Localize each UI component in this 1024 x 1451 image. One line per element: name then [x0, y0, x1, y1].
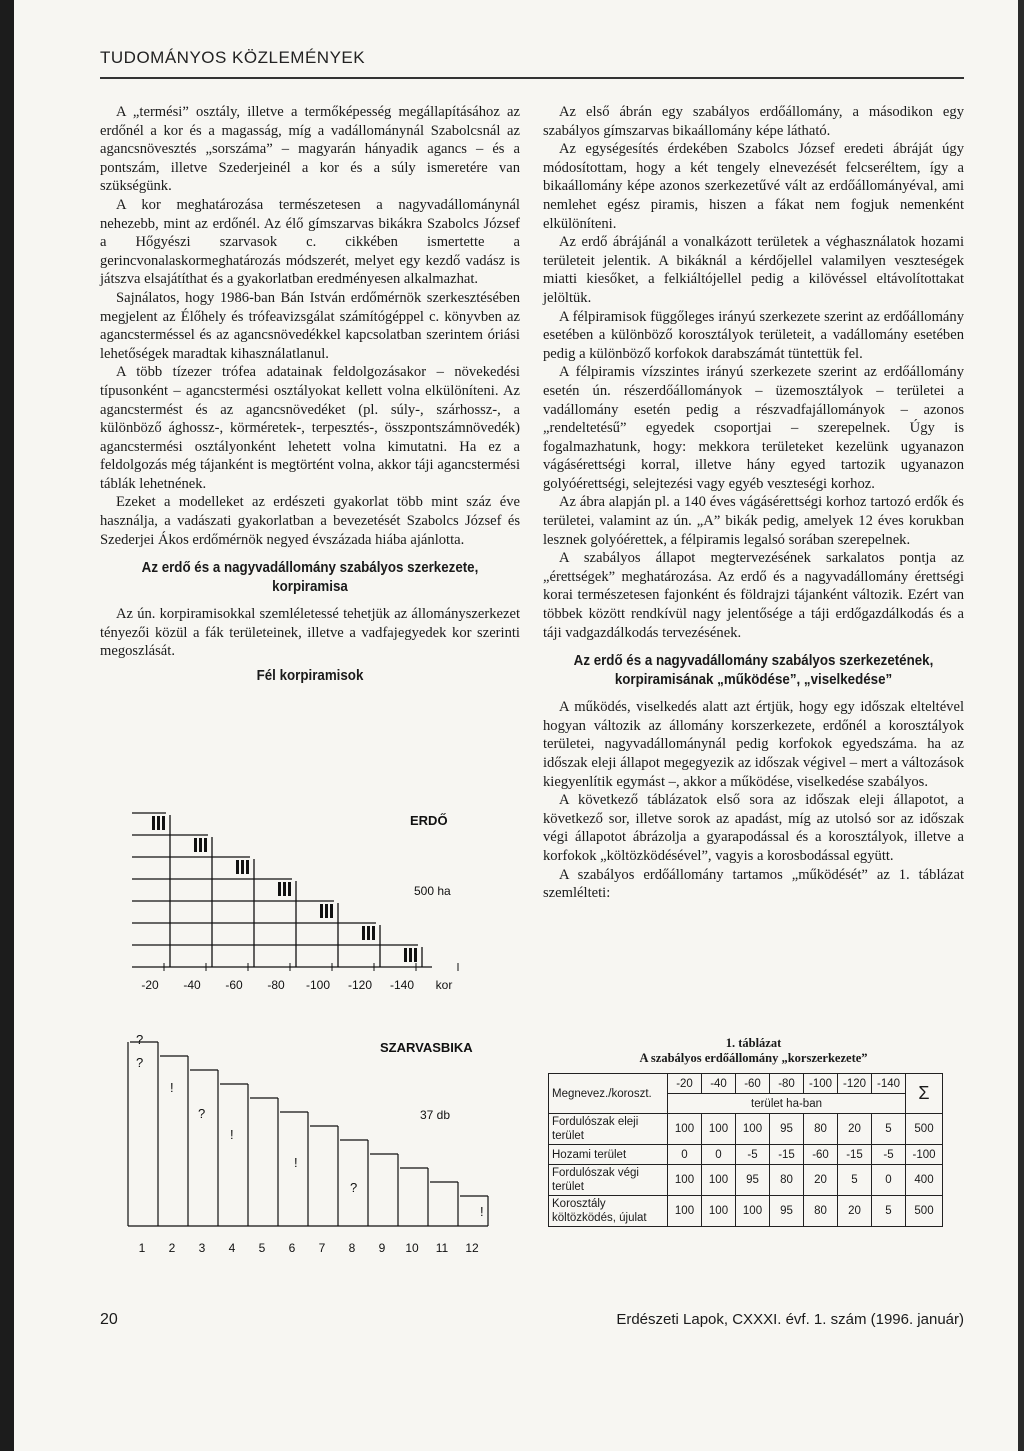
- table-cell: 100: [668, 1196, 702, 1227]
- subheading: Az erdő és a nagyvadállomány szabályos szerkezetének, korpiramisának „működése”, „viselkedése”: [573, 653, 934, 689]
- table-cell: 20: [804, 1165, 838, 1196]
- paragraph: A félpiramis vízszintes irányú szerkezete szerint az erdőállomány esetén ún. részerdőállományok – üzemosztályok – területei a vadállomány esetén pedig a részvadfajállományok – azonos „rendeltetésű” egyedek csoportjai – szerepelnek. Úgy is fogalmazhatunk, hogy: mekkora területeket kezelünk ugyanazon vágásérettségi korral, illetve hány egyed tartozik ugyanazon golyóérettségi, selejtezési vagy egyéb veszteségi korhoz.: [543, 364, 964, 492]
- header-rule: [100, 77, 964, 79]
- right-column: [543, 103, 964, 903]
- table-cell: 100: [702, 1196, 736, 1227]
- table-cell: 400: [906, 1165, 943, 1196]
- table-cell: 20: [838, 1114, 872, 1145]
- table-cell: 100: [736, 1114, 770, 1145]
- table-cell: 0: [668, 1145, 702, 1165]
- erdo-hatch: [283, 882, 286, 896]
- erdo-hatch: [372, 926, 375, 940]
- table-row: [549, 1165, 943, 1196]
- table-cell: 20: [838, 1196, 872, 1227]
- erdo-tick-label: -20: [141, 978, 159, 992]
- right-edge: [1018, 0, 1024, 1451]
- erdo-hatch: [204, 838, 207, 852]
- paragraph: A működés, viselkedés alatt azt értjük, hogy egy időszak elteltével hogyan változik az állomány korszerkezete, erdőnél a korosztályok területei, nagyvadállománynál pedig korfokok egyedszáma. ha az időszak eleji állapot megegyezik az időszak végivel – mert a változások kiegyenlítik egymást –, akkor a működése, viselkedése szabályos.: [543, 699, 964, 790]
- table-row-label: Fordulószak eleji terület: [549, 1114, 668, 1145]
- paragraph: Sajnálatos, hogy 1986-ban Bán István erdőmérnök szerkesztésében megjelent az Élőhely és trófeavizsgálat számítógéppel c. könyvben az agancsterméssel és az agancsnövedékkel kapcsolatban szerintem óriási lehetőségek maradtak kihasználatlanul.: [100, 289, 520, 362]
- table-cell: 80: [770, 1165, 804, 1196]
- erdo-hatch: [241, 860, 244, 874]
- table-col-header: -80: [770, 1074, 804, 1094]
- table-row-label: Hozami terület: [549, 1145, 668, 1165]
- table-cell: 95: [770, 1114, 804, 1145]
- erdo-hatch: [288, 882, 291, 896]
- paragraph: Az ún. korpiramisokkal szemléletessé tehetjük az állományszerkezet tényezői közül a fák területeinek, illetve a vadfajegyedek kor szerinti megoszlását.: [100, 606, 520, 660]
- paragraph: Az erdő ábrájánál a vonalkázott területek a véghasználatok hozami területeit jelentik. A bikáknál a kérdőjellel valamilyen veszteségek miatti kiesőket, a felkiáltójellel pedig a kilövéssel eltávolítottakat jelöltük.: [543, 234, 964, 306]
- table-col-header: -40: [702, 1074, 736, 1094]
- erdo-hatch: [325, 904, 328, 918]
- erdo-hatch: [157, 816, 160, 830]
- erdo-hatch: [246, 860, 249, 874]
- journal-citation: Erdészeti Lapok, CXXXI. évf. 1. szám (1996. január): [616, 1311, 964, 1328]
- erdo-hatch: [320, 904, 323, 918]
- erdo-hatch: [194, 838, 197, 852]
- table-title: A szabályos erdőállomány „korszerkezete”: [639, 1051, 868, 1065]
- erdo-hatch: [367, 926, 370, 940]
- figure-title: Fél korpiramisok: [256, 668, 364, 685]
- table-caption: [543, 1036, 964, 1066]
- table-unit: terület ha-ban: [668, 1094, 906, 1114]
- szarvas-tick-label: 9: [378, 1241, 386, 1255]
- page-number: 20: [100, 1311, 118, 1328]
- szarvas-tick-label: 6: [288, 1241, 296, 1255]
- erdo-tick-label: kor: [435, 978, 453, 992]
- erdo-hatch: [278, 882, 281, 896]
- szarvas-mark: ?: [136, 1032, 144, 1047]
- paragraph: A több tízezer trófea adatainak feldolgozásakor – növekedési típusonként – agancstermési osztályokat kellett volna elkülöníteni. Az agancstermést és az agancsnövedéket (pl. súly-, szárhossz-, a különböző ághossz-, körméretek-, terpesztés-, összpontszámnövedék) agancstermési osztályonként lehetett volna kimutatni. Ha ez a feldolgozás még tájanként is megtörtént volna, akkor táji agancstermési táblák lehetnének.: [100, 364, 520, 492]
- paragraph: A szabályos erdőállomány tartamos „működését” az 1. táblázat szemlélteti:: [543, 866, 964, 902]
- table-cell: 0: [702, 1145, 736, 1165]
- erdo-scale: 500 ha: [414, 884, 451, 898]
- erdo-tick-label: -60: [225, 978, 243, 992]
- paragraph: Az egységesítés érdekében Szabolcs József eredeti ábráját úgy módosítottam, hogy a két tengely elnevezését felcseréltem, így a bikaállomány képe azonos szerkezetűvé vált az erdőállományéval, ami nemlehet egész piramis, hiszen a fákat nem fogjuk nemenként elkülöníteni.: [543, 141, 964, 232]
- table-number: 1. táblázat: [725, 1036, 782, 1050]
- table-cell: -15: [770, 1145, 804, 1165]
- table-cell: 500: [906, 1196, 943, 1227]
- szarvas-mark: !: [480, 1204, 484, 1219]
- szarvas-scale: 37 db: [420, 1108, 451, 1122]
- szarvas-tick-label: 1: [138, 1241, 146, 1255]
- section-header: TUDOMÁNYOS KÖZLEMÉNYEK: [100, 48, 366, 67]
- table-cell: 95: [770, 1196, 804, 1227]
- szarvas-mark: !: [230, 1127, 234, 1142]
- table-cell: 95: [736, 1165, 770, 1196]
- table-cell: 5: [872, 1114, 906, 1145]
- szarvas-mark: !: [294, 1155, 298, 1170]
- szarvas-tick-label: 3: [198, 1241, 206, 1255]
- left-column: [100, 103, 520, 694]
- erdo-label: ERDŐ: [410, 813, 448, 828]
- erdo-hatch: [162, 816, 165, 830]
- erdo-hatch: [414, 948, 417, 962]
- table-cell: 100: [736, 1196, 770, 1227]
- erdo-tick-label: -120: [347, 978, 373, 992]
- erdo-hatch: [330, 904, 333, 918]
- erdo-hatch: [152, 816, 155, 830]
- erdo-tick-label: -40: [183, 978, 201, 992]
- table-row: [549, 1145, 943, 1165]
- paragraph: A félpiramisok függőleges irányú szerkezete szerint az erdőállomány esetében a különböző korosztályok területeit, a vadállomány esetében pedig a különböző korfokok darabszámát tüntettük fel.: [543, 308, 964, 362]
- table-cell: 5: [872, 1196, 906, 1227]
- erdo-hatch: [409, 948, 412, 962]
- table-cell: 100: [702, 1114, 736, 1145]
- paragraph: A „termési” osztály, illetve a termőképesség megállapításához az erdőnél a kor és a magasság, míg a vadállománynál Szabolcsnál az agancsnövesztés „sorszáma” – magyarán hányadik agancs – és a pontszám, illetve Szederjeinél a kor és a súly ismeretére van szükségünk.: [100, 104, 520, 195]
- table-cell: 100: [668, 1114, 702, 1145]
- szarvas-tick-label: 2: [168, 1241, 176, 1255]
- table-col-header: -140: [872, 1074, 906, 1094]
- erdo-hatch: [362, 926, 365, 940]
- szarvas-tick-label: 4: [228, 1241, 236, 1255]
- szarvas-tick-label: 8: [348, 1241, 356, 1255]
- table-cell: -60: [804, 1145, 838, 1165]
- paragraph: Ezeket a modelleket az erdészeti gyakorlat több mint száz éve használja, a vadászati gyakorlatban a bevezetését Szabolcs József és Szederjei Ákos erdőmérnök negyed évszázada hiába ajánlotta.: [100, 494, 520, 548]
- subheading: Az erdő és a nagyvadállomány szabályos szerkezete, korpiramisa: [141, 560, 479, 596]
- table-cell: 80: [804, 1196, 838, 1227]
- szarvas-mark: ?: [198, 1106, 206, 1121]
- szarvas-mark: ?: [350, 1180, 358, 1195]
- paragraph: A szabályos állapot megtervezésének sarkalatos pontja az „érettségek” meghatározása. Az erdő és a nagyvadállomány érettségi korai természetesen fajonként és földrajzi tájanként változik. Ezért van többek között rendkívül nagy jelentősége a táji erdőgazdálkodás és a táji vadgazdálkodás tervezésének.: [543, 550, 964, 641]
- table-corner-cell: Megnevez./koroszt.: [549, 1074, 668, 1114]
- table-row-label: Korosztály költözködés, újulat: [549, 1196, 668, 1227]
- table-cell: -5: [736, 1145, 770, 1165]
- szarvas-tick-label: 12: [465, 1241, 479, 1255]
- binding-edge: [0, 0, 14, 1451]
- table-cell: -5: [872, 1145, 906, 1165]
- erdo-hatch: [199, 838, 202, 852]
- table-row: [549, 1114, 943, 1145]
- table-cell: 0: [872, 1165, 906, 1196]
- szarvas-label: SZARVASBIKA: [380, 1040, 473, 1055]
- table-cell: 500: [906, 1114, 943, 1145]
- szarvas-mark: !: [170, 1080, 174, 1095]
- erdo-hatch: [236, 860, 239, 874]
- table-col-header: -60: [736, 1074, 770, 1094]
- szarvas-half-pyramid: [118, 1022, 508, 1262]
- erdo-tick-label: -80: [267, 978, 285, 992]
- korszerkezet-table: [548, 1073, 943, 1227]
- szarvas-tick-label: 7: [318, 1241, 326, 1255]
- table-cell: 100: [668, 1165, 702, 1196]
- table-sum-header: Σ: [906, 1074, 943, 1114]
- table-cell: -100: [906, 1145, 943, 1165]
- table-col-header: -100: [804, 1074, 838, 1094]
- table-col-header: -20: [668, 1074, 702, 1094]
- szarvas-tick-label: 10: [405, 1241, 419, 1255]
- table-col-header: -120: [838, 1074, 872, 1094]
- paragraph: A következő táblázatok első sora az időszak eleji állapotot, a következő sor, illetve sorok az apadást, míg az utolsó sor az időszak végi állapotot ábrázolja a gyarapodással és a korosztályok, illetve a korfokok „költözködésével”, vagyis a korosbodással együtt.: [543, 792, 964, 864]
- erdo-tick-label: -100: [305, 978, 331, 992]
- table-row: [549, 1196, 943, 1227]
- szarvas-mark: ?: [136, 1055, 144, 1070]
- szarvas-tick-label: 5: [258, 1241, 266, 1255]
- erdo-hatch: [404, 948, 407, 962]
- table-row-label: Fordulószak végi terület: [549, 1165, 668, 1196]
- table-cell: 100: [702, 1165, 736, 1196]
- erdo-half-pyramid: [118, 795, 508, 1000]
- table-cell: -15: [838, 1145, 872, 1165]
- paragraph: Az ábra alapján pl. a 140 éves vágásérettségi korhoz tartozó erdők és területei, valamint az ún. „A” bikák pedig, amelyek 12 éves korukban lesznek golyóérettek, a félpiramis legalsó sorában szerepelnek.: [543, 494, 964, 548]
- szarvas-tick-label: 11: [435, 1241, 449, 1255]
- erdo-tick-label: -140: [389, 978, 415, 992]
- paragraph: Az első ábrán egy szabályos erdőállomány, a másodikon egy szabályos gímszarvas bikaállomány képe látható.: [543, 104, 964, 139]
- paragraph: A kor meghatározása természetesen a nagyvadállománynál nehezebb, mint az erdőnél. Az élő gímszarvas bikákra Szabolcs József a Hőgyészi szarvasok c. cikkében ismertette a gerincvonalaskormeghatározás módszerét, melyet egy kezdő vadász is játszva elsajátíthat és a gyakorlatban eredményesen alkalmazhat.: [100, 196, 520, 288]
- table-cell: 5: [838, 1165, 872, 1196]
- table-cell: 80: [804, 1114, 838, 1145]
